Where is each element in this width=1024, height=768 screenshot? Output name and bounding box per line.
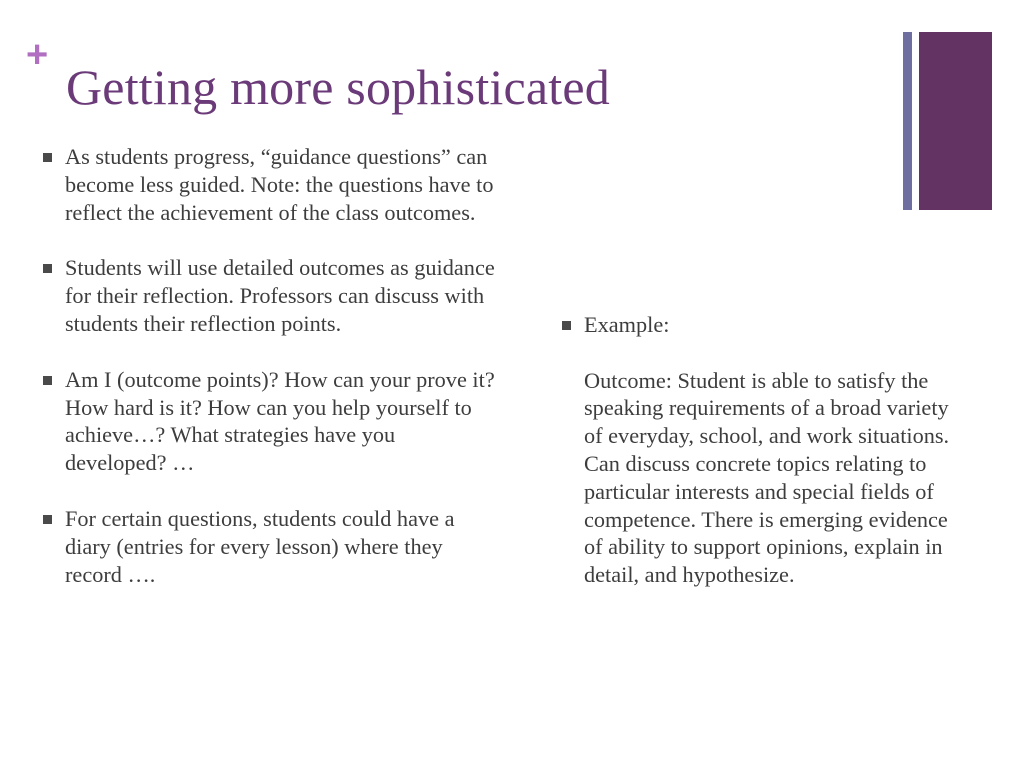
right-bullet-list — [561, 311, 961, 589]
list-item — [42, 366, 502, 477]
square-bullet-icon — [43, 515, 52, 524]
bullet-text: Am I (outcome points)? How can your prove it? How hard is it? How can you help yourself to achieve…? What strategies have you developed? … — [65, 366, 495, 476]
list-item — [42, 505, 502, 588]
example-body: Outcome: Student is able to satisfy the speaking requirements of a broad variety of everyday, school, and work situations. Can discuss concrete topics relating to particular interests and special fields of competence. There is emerging evidence of ability to support opinions, explain in detail, and hypothesize. — [584, 367, 950, 588]
list-item — [42, 143, 502, 226]
square-bullet-icon — [562, 321, 571, 330]
accent-bar-thick — [919, 32, 992, 210]
square-bullet-icon — [43, 264, 52, 273]
bullet-text: As students progress, “guidance questions” can become less guided. Note: the questions have to reflect the achievement of the class outcomes. — [65, 144, 494, 225]
list-item — [42, 254, 502, 337]
square-bullet-icon — [43, 376, 52, 385]
plus-icon: + — [26, 34, 49, 76]
list-item — [561, 311, 961, 589]
left-bullet-list — [42, 143, 502, 588]
slide-title: Getting more sophisticated — [66, 59, 610, 115]
accent-bar-thin — [903, 32, 912, 210]
bullet-text: Students will use detailed outcomes as guidance for their reflection. Professors can discuss with students their reflection points. — [65, 255, 495, 336]
square-bullet-icon — [43, 153, 52, 162]
bullet-text: For certain questions, students could have a diary (entries for every lesson) where they record …. — [65, 505, 455, 587]
example-heading: Example: — [584, 312, 670, 337]
